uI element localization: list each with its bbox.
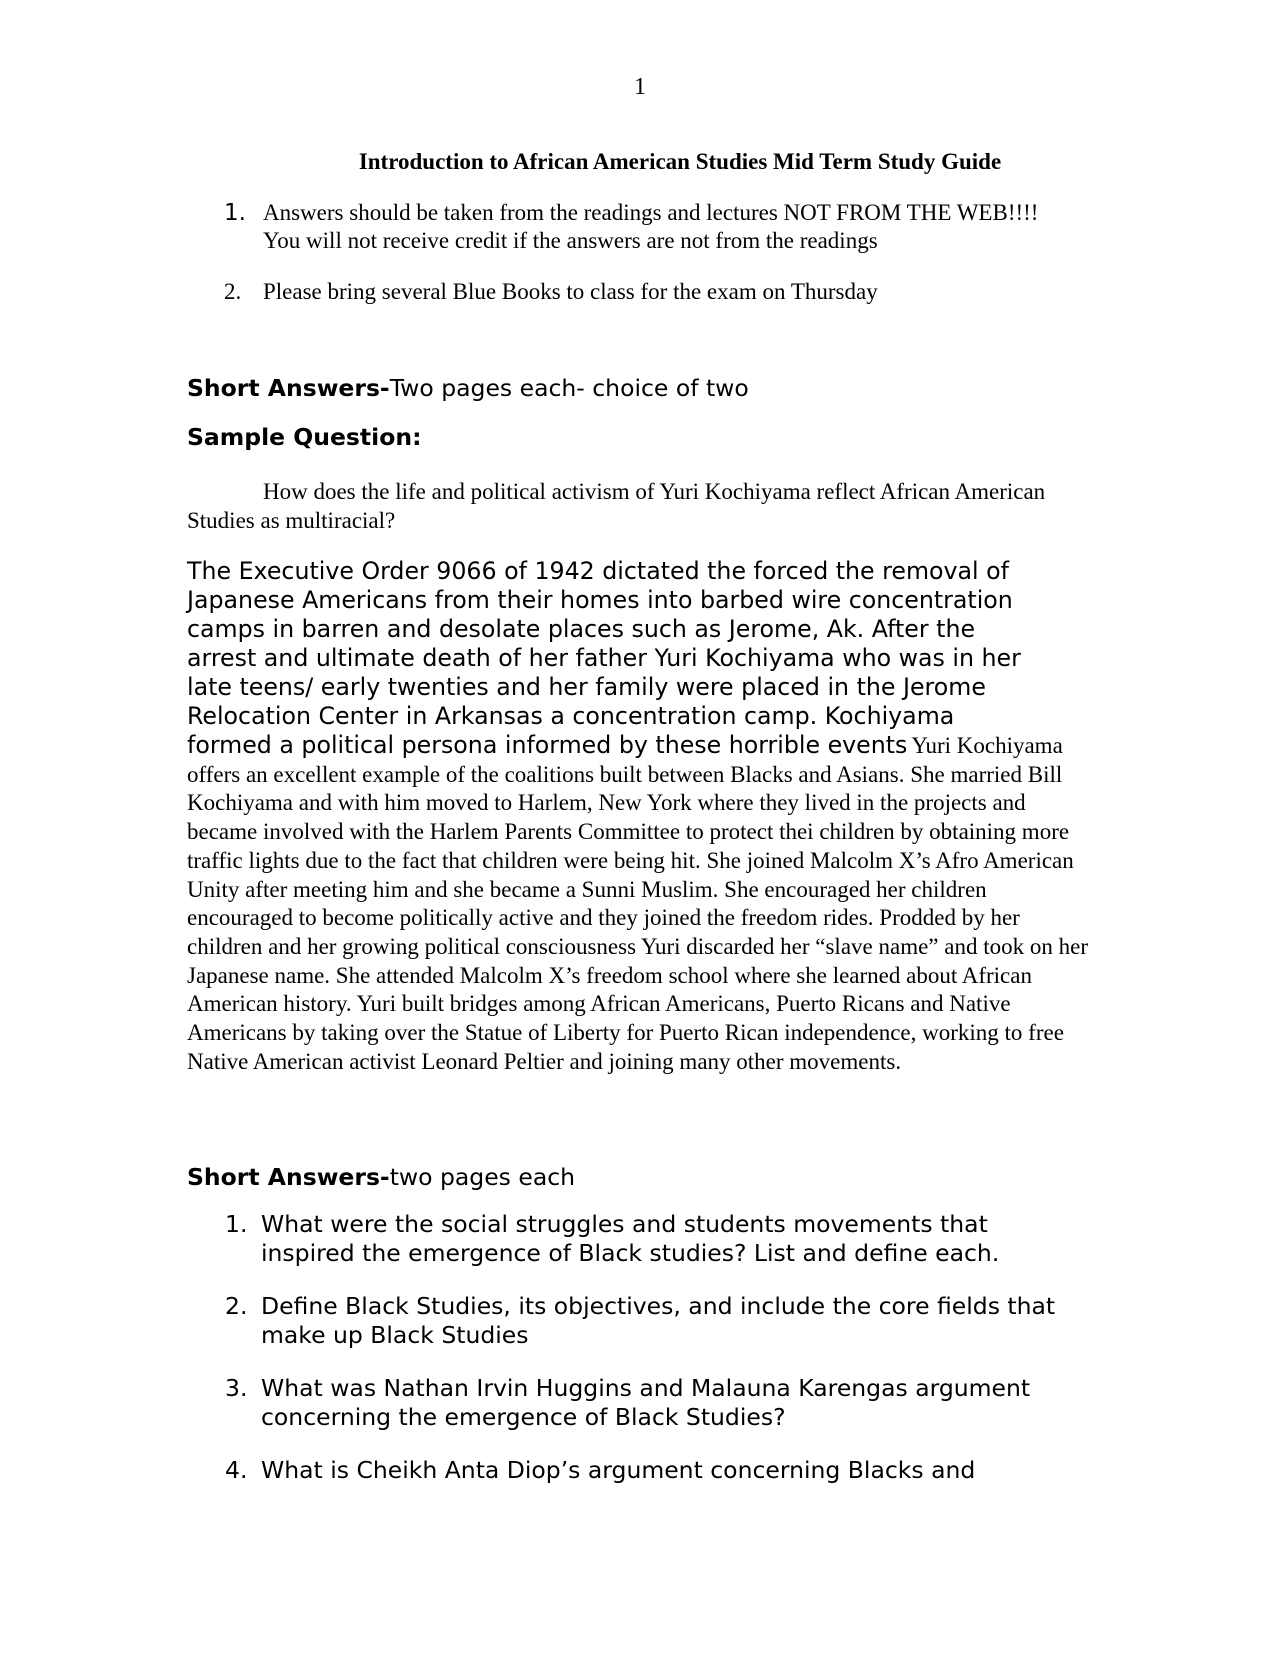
question-number: 3. <box>225 1374 248 1402</box>
section-heading-bold: Short Answers- <box>187 1163 390 1191</box>
section-heading <box>187 1162 1087 1192</box>
question-number: 1. <box>225 1210 248 1238</box>
document-title: Introduction to African American Studies Mid Term Study Guide <box>358 149 1002 174</box>
question-number: 4. <box>225 1456 248 1484</box>
sample-answer-part1: The Executive Order 9066 of 1942 dictated the forced the removal of Japanese Americans from their homes into barbed wire concentration camps in barren and desolate places such as Jerome, Ak. After the arrest and ultimate death of her father Yuri Kochiyama who was in her late teens/ early twenties and her family were placed in the Jerome Relocation Center in Arkansas a concentration camp. Kochiyama formed a political persona informed by these horrible events <box>187 557 1021 759</box>
section-heading-text: two pages each <box>389 1163 576 1191</box>
section-heading-bold: Short Answers- <box>187 374 390 402</box>
question-item <box>187 1374 1087 1432</box>
instruction-text: Answers should be taken from the readings and lectures NOT FROM THE WEB!!!! You will not receive credit if the answers are not from the readings <box>263 200 1039 253</box>
section-heading-text: Two pages each- choice of two <box>389 374 749 402</box>
instruction-number: 1. <box>224 200 246 226</box>
sample-answer <box>187 557 1092 1076</box>
question-number: 2. <box>225 1292 248 1320</box>
question-text: What were the social struggles and students movements that inspired the emergence of Black studies? List and define each. <box>261 1210 1000 1267</box>
sample-question-label: Sample Question: <box>187 423 422 451</box>
page-number: 1 <box>634 74 646 100</box>
section-heading <box>187 373 1087 403</box>
question-item <box>187 1210 1087 1268</box>
instruction-item <box>180 199 1080 255</box>
question-text: What was Nathan Irvin Huggins and Malauna Karengas argument concerning the emergence of Black Studies? <box>261 1374 1031 1431</box>
instruction-item <box>180 278 1080 306</box>
question-item <box>187 1456 1087 1485</box>
question-item <box>187 1292 1087 1350</box>
question-text: What is Cheikh Anta Diop’s argument concerning Blacks and <box>261 1456 976 1484</box>
question-text: Define Black Studies, its objectives, and include the core fields that make up Black Studies <box>261 1292 1056 1349</box>
instruction-text: Please bring several Blue Books to class for the exam on Thursday <box>263 279 878 304</box>
sample-question: How does the life and political activism of Yuri Kochiyama reflect African American Studies as multiracial? <box>187 479 1046 533</box>
sample-answer-part2: Yuri Kochiyama offers an excellent example of the coalitions built between Blacks and Asians. She married Bill Kochiyama and with him moved to Harlem, New York where they lived in the projects and became involved with the Harlem Parents Committee to protect thei children by obtaining more traffic lights due to the fact that children were being hit. She joined Malcolm X’s Afro American Unity after meeting him and she became a Sunni Muslim. She encouraged her children encouraged to become politically active and they joined the freedom rides. Prodded by her children and her growing political consciousness Yuri discarded her “slave name” and took on her Japanese name. She attended Malcolm X’s freedom school where she learned about African American history. Yuri built bridges among African Americans, Puerto Ricans and Native Americans by taking over the Statue of Liberty for Puerto Rican independence, working to free Native American activist Leonard Peltier and joining many other movements. <box>187 733 1088 1074</box>
instruction-number: 2. <box>224 279 242 304</box>
